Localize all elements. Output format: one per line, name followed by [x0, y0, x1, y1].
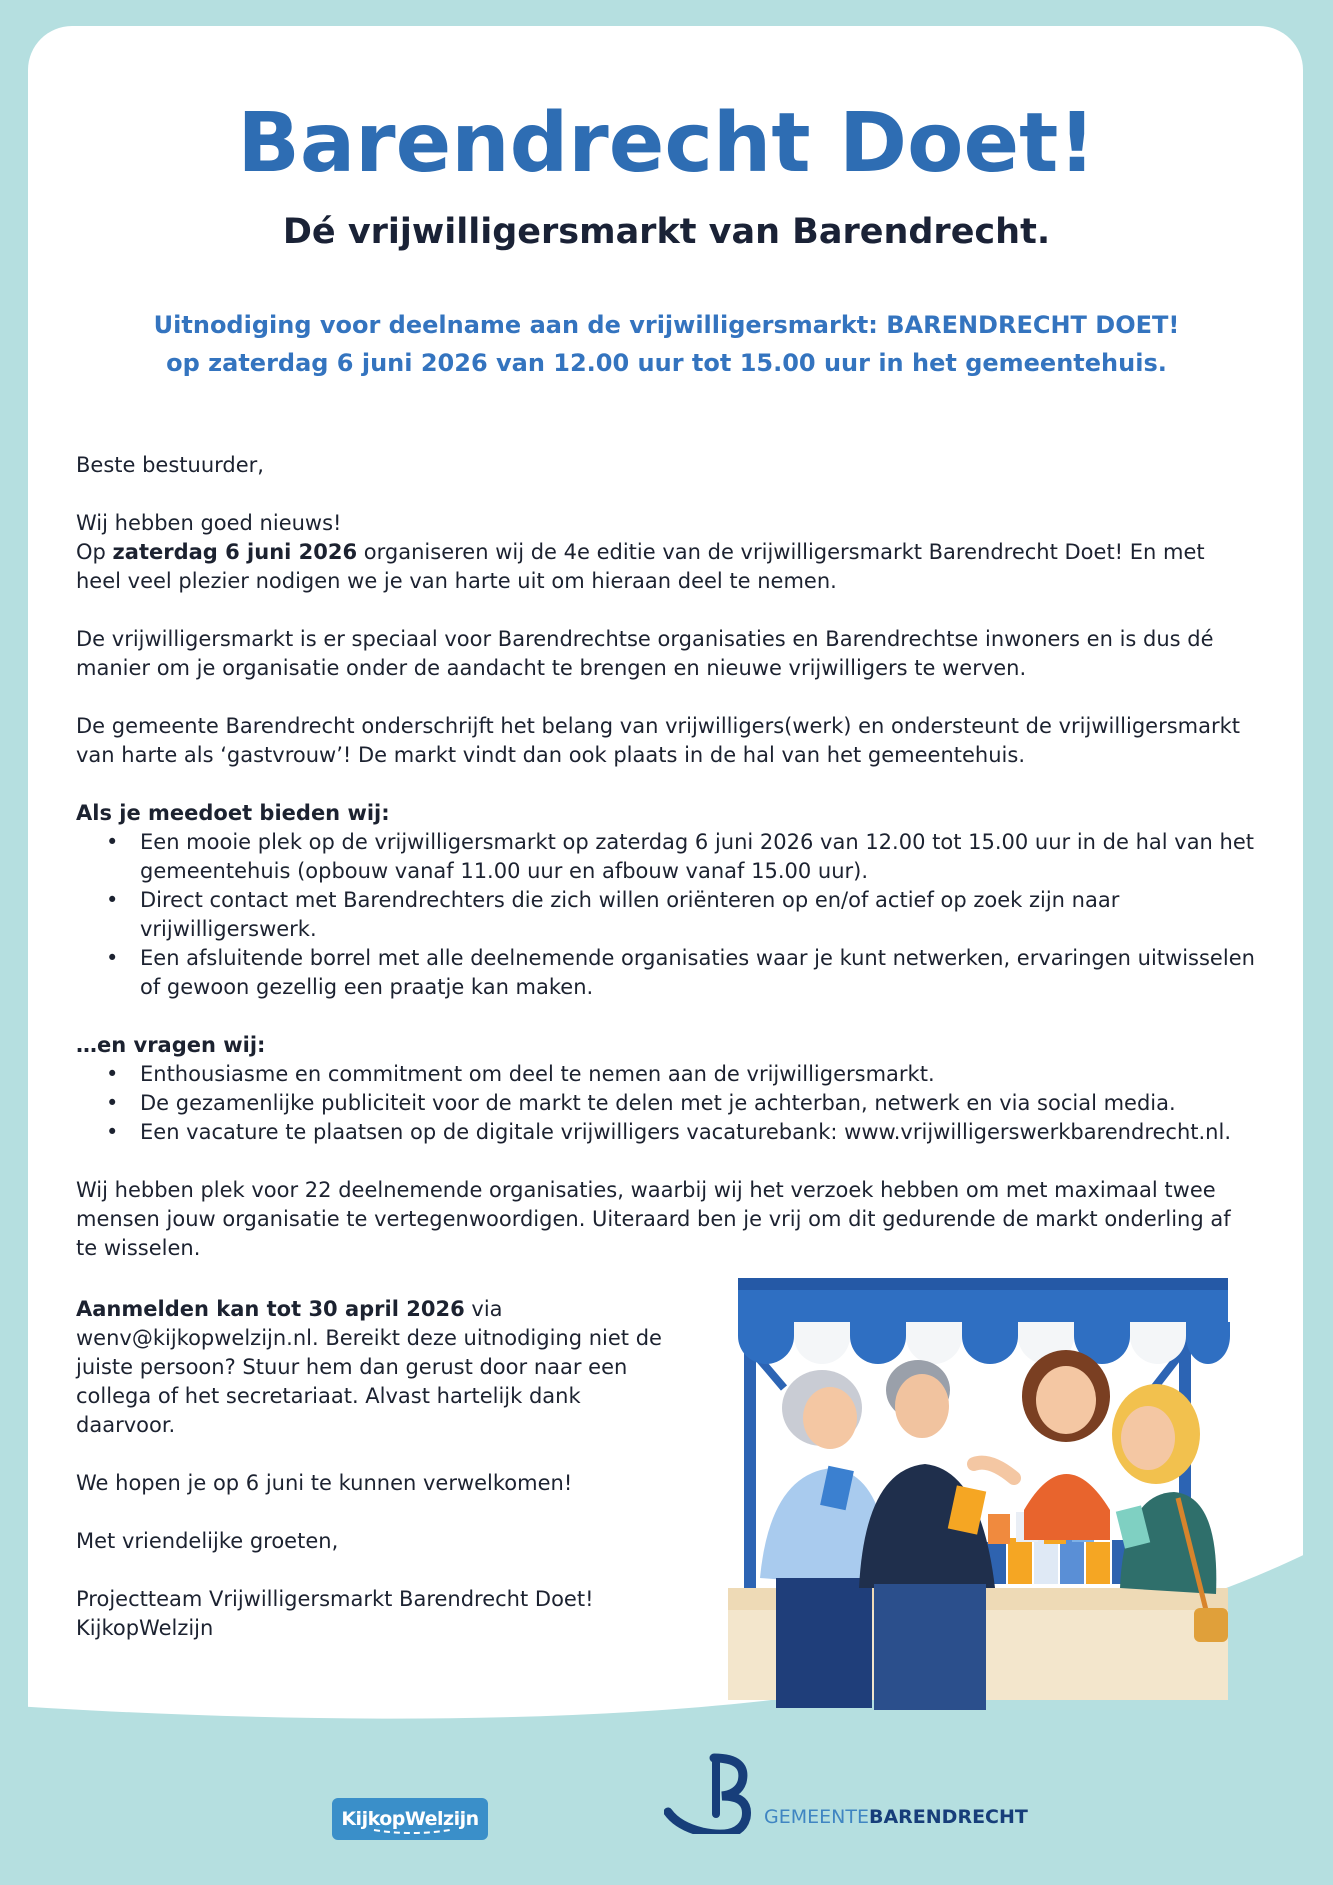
signature-org: KijkopWelzijn — [76, 1616, 214, 1640]
greeting: Beste bestuurder, — [76, 453, 264, 477]
gemeente-barendrecht-logo — [664, 1752, 1028, 1834]
page-title: Barendrecht Doet! — [237, 96, 1096, 191]
list-item: • De gezamenlijke publiciteit voor de markt te delen met je achterban, netwerk en via social media. — [76, 1089, 1256, 1118]
list-item: • Een afsluitende borrel met alle deelnemende organisaties waar je kunt netwerken, ervaringen uitwisselen of gewoon gezellig een praatje kan maken. — [76, 944, 1256, 1002]
list-item: • Een mooie plek op de vrijwilligersmarkt op zaterdag 6 juni 2026 van 12.00 tot 15.00 uur in de hal van het gemeentehuis (opbouw vanaf 11.00 uur en afbouw vanaf 15.00 uur). — [76, 828, 1256, 886]
gemeente-wordmark — [764, 1806, 1028, 1828]
list-item: • Direct contact met Barendrechters die zich willen oriënteren op en/of actief op zoek zijn naar vrijwilligerswerk. — [76, 886, 1256, 944]
smile-underline-icon — [372, 1828, 452, 1834]
wordmark-barendrecht: BARENDRECHT — [868, 1806, 1028, 1828]
ask-list — [76, 1060, 1256, 1147]
letter-closing — [76, 1295, 676, 1643]
offer-heading — [76, 799, 1256, 828]
offer-heading-text: Als je meedoet bieden wij: — [76, 801, 390, 825]
closing: Met vriendelijke groeten, — [76, 1529, 339, 1553]
signup-deadline: Aanmelden kan tot 30 april 2026 — [76, 1297, 465, 1321]
news-op: Op — [76, 540, 106, 564]
invitation-line-1: Uitnodiging voor deelname aan de vrijwilligersmarkt: BARENDRECHT DOET! — [153, 311, 1180, 339]
invitation-line-2: op zaterdag 6 juni 2026 van 12.00 uur tot 15.00 uur in het gemeentehuis. — [166, 349, 1167, 377]
paragraph-places: Wij hebben plek voor 22 deelnemende organisaties, waarbij wij het verzoek hebben om met maximaal twee mensen jouw organisatie te vertegenwoordigen. Uiteraard ben je vrij om dit gedurende de markt onderling af te wisselen. — [76, 1178, 1231, 1260]
gemeente-b-icon — [664, 1752, 754, 1834]
letter-body — [76, 451, 1256, 1292]
invitation-heading — [0, 306, 1333, 382]
page-subtitle: Dé vrijwilligersmarkt van Barendrecht. — [282, 212, 1051, 252]
paragraph-news — [76, 509, 1256, 596]
signature-team: Projectteam Vrijwilligersmarkt Barendrecht Doet! — [76, 1587, 594, 1611]
news-line: Wij hebben goed nieuws! — [76, 511, 342, 535]
paragraph-hope: We hopen je op 6 juni te kunnen verwelkomen! — [76, 1471, 573, 1495]
ask-heading-text: …en vragen wij: — [76, 1033, 266, 1057]
paragraph-purpose: De vrijwilligersmarkt is er speciaal voor Barendrechtse organisaties en Barendrechtse inwoners en is dus dé manier om je organisatie onder de aandacht te brengen en nieuwe vrijwilligers te werven. — [76, 627, 1214, 680]
offer-list — [76, 828, 1256, 1002]
ask-heading — [76, 1031, 1256, 1060]
list-item: • Een vacature te plaatsen op de digitale vrijwilligers vacaturebank: www.vrijwilligerswerkbarendrecht.nl. — [76, 1118, 1256, 1147]
kijkopwelzijn-logo — [332, 1798, 488, 1840]
paragraph-signup — [76, 1295, 676, 1440]
wordmark-gemeente: GEMEENTE — [764, 1806, 869, 1828]
kijkop-logo-text: KijkopWelzijn — [341, 1808, 479, 1830]
list-item: • Enthousiasme en commitment om deel te nemen aan de vrijwilligersmarkt. — [76, 1060, 1256, 1089]
news-date: zaterdag 6 juni 2026 — [112, 540, 358, 564]
market-stall-illustration — [724, 1278, 1244, 1716]
paragraph-gemeente: De gemeente Barendrecht onderschrijft het belang van vrijwilligers(werk) en ondersteunt de vrijwilligersmarkt van harte als ‘gastvrouw’! De markt vindt dan ook plaats in de hal van het gemeentehuis. — [76, 714, 1241, 767]
signup-text: via wenv@kijkopwelzijn.nl. Bereikt deze uitnodiging niet de juiste persoon? Stuur hem dan gerust door naar een collega of het secretariaat. Alvast hartelijk dank daarvoor. — [76, 1297, 662, 1437]
news-rest: organiseren wij de 4e editie van de vrijwilligersmarkt Barendrecht Doet! En met heel veel plezier nodigen we je van harte uit om hieraan deel te nemen. — [76, 540, 1205, 593]
signature — [76, 1585, 676, 1643]
